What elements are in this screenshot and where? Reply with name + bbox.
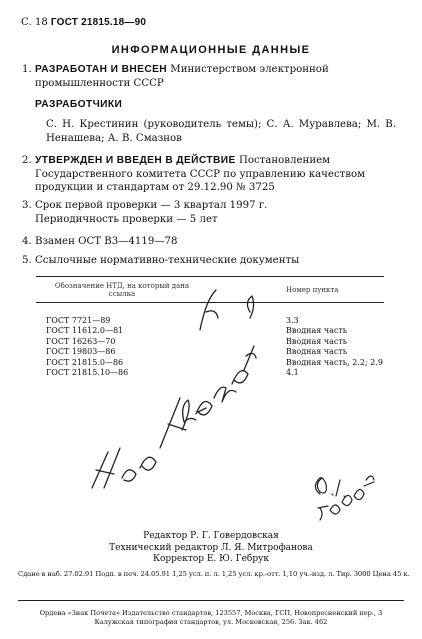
credits-block (0, 531, 422, 566)
publisher-line: Ордена «Знак Почета» Издательство стандартов, 123557, Москва, ГСП, Новопресненский пер., 3 (39, 609, 383, 617)
table-header-col1: Обозначение НТД, на который дана ссылка (54, 282, 190, 298)
section-heading: РАЗРАБОТАН И ВНЕСЕН (35, 64, 168, 75)
reference-clause: 3.3 (286, 316, 299, 325)
section-text: Ссылочные нормативно-технические документы (35, 255, 300, 266)
section-text: Взамен ОСТ В3—4119—78 (35, 236, 178, 247)
review-first: Срок первой проверки — 3 квартал 1997 г. (35, 200, 268, 211)
reference-document: ГОСТ 16263—70 (46, 336, 116, 346)
reference-document: ГОСТ 21815.0—86 (46, 357, 124, 367)
section-number: 5. (22, 255, 32, 266)
section-number: 2. (22, 155, 32, 166)
imprint-line: Сдано в наб. 27.02.91 Подп. в печ. 24.05.91 1,25 усл. п. л. 1,25 усл. кр.-отт. 1,10 уч.-изд. л. Тир. 3000 Цена 45 к. (18, 570, 410, 578)
section-number: 1. (22, 64, 32, 75)
technical-editor: Технический редактор Л. Я. Митрофанова (109, 542, 313, 553)
reference-clause: Вводная часть (286, 347, 348, 357)
reference-document: ГОСТ 7721—89 (46, 316, 111, 325)
reference-clause: Вводная часть (286, 326, 348, 336)
review-period: Периодичность проверки — 5 лет (35, 213, 218, 225)
table-header-col2: Номер пункта (286, 286, 339, 294)
reference-document: ГОСТ 19803—86 (46, 347, 116, 357)
editor: Редактор Р. Г. Говердовская (143, 531, 279, 541)
section-number: 4. (22, 236, 32, 247)
standard-number: ГОСТ 21815.18—90 (50, 17, 147, 28)
section-text: Министерством электронной промышленности СССР (35, 64, 329, 89)
footer-rule (18, 600, 404, 601)
printer-line: Калужская типография стандартов, ул. Московская, 256. Зак. 462 (94, 617, 328, 626)
section-heading: УТВЕРЖДЕН И ВВЕДЕН В ДЕЙСТВИЕ (35, 155, 236, 166)
developers-label: РАЗРАБОТЧИКИ (35, 99, 123, 110)
reference-clause: Вводная часть (286, 336, 348, 346)
developers-list: С. Н. Крестинин (руководитель темы); С. А. Муравлева; М. В. Ненашева; А. В. Смазнов (46, 119, 396, 144)
publisher-footer (0, 609, 422, 626)
section-number: 3. (22, 200, 32, 211)
corrector: Корректор Е. Ю. Гебрук (152, 554, 269, 564)
page-title: ИНФОРМАЦИОННЫЕ ДАННЫЕ (111, 44, 311, 56)
section-text: Постановлением Государственного комитета СССР по управлению качеством продукции и стандартам от 29.12.90 № 3725 (35, 155, 366, 193)
reference-clause: Вводная часть, 2.2; 2.9 (286, 357, 383, 367)
reference-clause: 4.1 (286, 368, 299, 378)
reference-document: ГОСТ 11612.0—81 (46, 326, 124, 336)
page-number: С. 18 (21, 17, 48, 28)
reference-document: ГОСТ 21815.10—86 (46, 368, 129, 378)
